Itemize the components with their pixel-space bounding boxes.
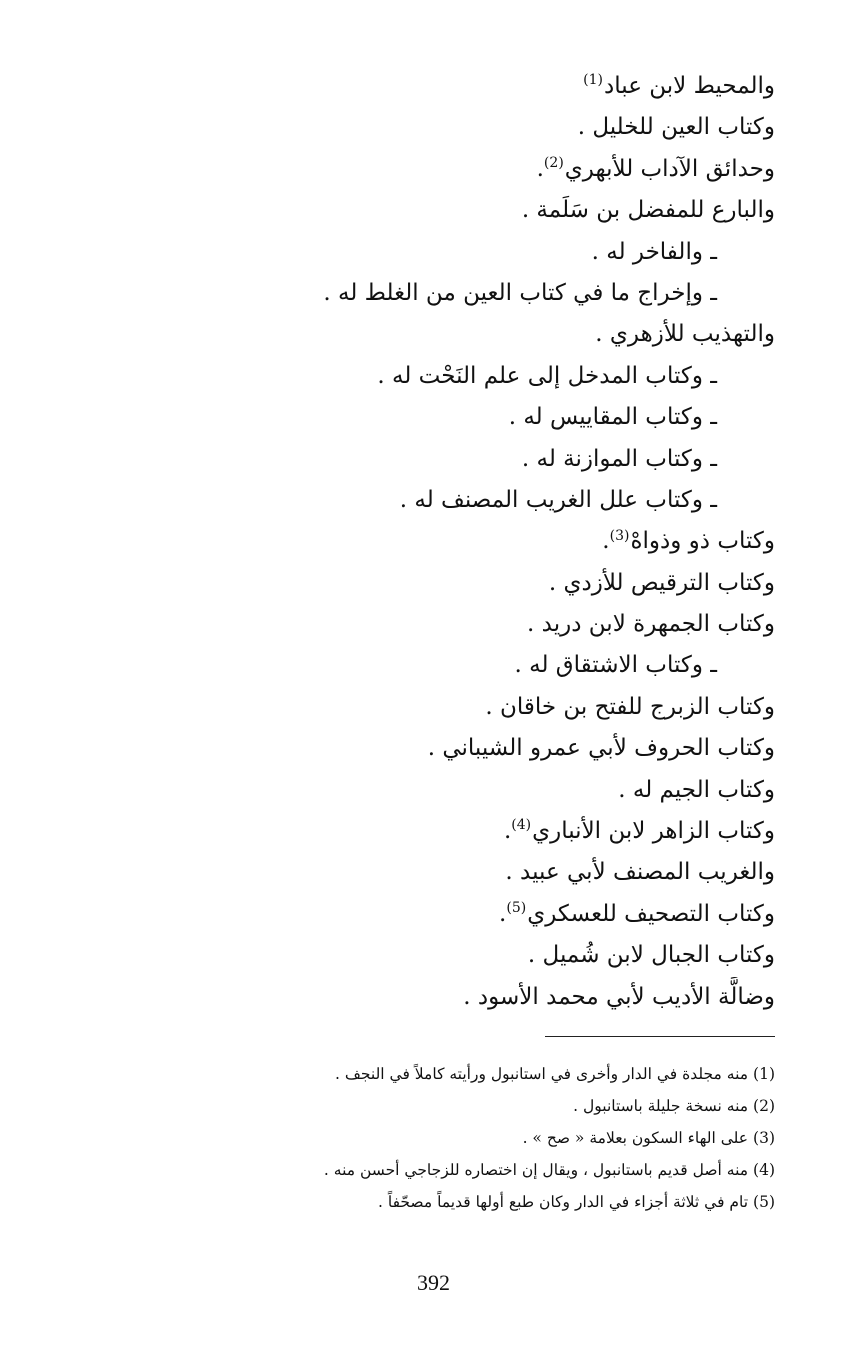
entry-line: [55, 852, 775, 893]
entry-text: ـ وكتاب الموازنة له .: [521, 445, 717, 472]
entry-line: [55, 687, 775, 728]
sub-entry-line: [55, 480, 775, 521]
book-list: [55, 66, 775, 1018]
entry-text: وكتاب الجيم له .: [618, 776, 775, 803]
entry-line: [55, 811, 775, 852]
footnote: [55, 1122, 775, 1154]
entry-line: [55, 728, 775, 769]
entry-line: [55, 894, 775, 935]
footnote-text: منه مجلدة في الدار وأخرى في استانبول ورأيته كاملاً في النجف .: [335, 1065, 749, 1083]
entry-line: [55, 107, 775, 148]
entry-line: [55, 935, 775, 976]
entry-line: [55, 149, 775, 190]
sub-entry-line: [55, 356, 775, 397]
entry-text: وكتاب الزاهر لابن الأنباري: [532, 818, 775, 845]
entry-line: [55, 770, 775, 811]
entry-line: [55, 521, 775, 562]
entry-text: وكتاب الجمهرة لابن دريد .: [527, 611, 775, 638]
entry-text: وكتاب التصحيف للعسكري: [527, 900, 775, 927]
entry-text: وحدائق الآداب للأبهري: [564, 155, 775, 182]
sub-entry-line: [55, 397, 775, 438]
entry-line: [55, 190, 775, 231]
sub-entry-line: [55, 273, 775, 314]
footnote-text: منه نسخة جليلة باستانبول .: [573, 1097, 749, 1115]
entry-text: وكتاب الجبال لابن شُميل .: [527, 942, 775, 969]
entry-punctuation: .: [499, 900, 507, 927]
entry-text: ـ وإخراج ما في كتاب العين من الغلط له .: [323, 279, 717, 306]
footnote-number: (4): [753, 1161, 775, 1179]
entry-text: وكتاب الزبرج للفتح بن خاقان .: [485, 693, 775, 720]
footnote: [55, 1058, 775, 1090]
entry-punctuation: .: [602, 528, 610, 555]
footnote: [55, 1186, 775, 1218]
entry-text: وكتاب العين للخليل .: [577, 114, 775, 141]
entry-text: ـ وكتاب المدخل إلى علم النَحْت له .: [377, 362, 717, 389]
footnote-text: على الهاء السكون بعلامة « صح » .: [522, 1129, 749, 1147]
footnote: [55, 1154, 775, 1186]
entry-text: والمحيط لابن عباد: [604, 73, 775, 99]
entry-line: [55, 563, 775, 604]
entry-text: ـ وكتاب علل الغريب المصنف له .: [399, 486, 717, 513]
page-number: 392: [417, 1270, 450, 1295]
entry-text: ـ وكتاب المقاييس له .: [508, 404, 717, 431]
footnote-number: (5): [753, 1193, 775, 1211]
footnote-text: منه أصل قديم باستانبول ، ويقال إن اختصاره للزجاجي أحسن منه .: [323, 1161, 749, 1179]
entry-text: والبارع للمفضل بن سَلَمة .: [521, 197, 775, 224]
entry-text: والتهذيب للأزهري .: [595, 321, 775, 348]
footnote-ref: (2): [543, 155, 564, 172]
entry-text: ـ وكتاب الاشتقاق له .: [514, 652, 717, 679]
entry-line: [55, 977, 775, 1018]
entry-text: وضالَّة الأديب لأبي محمد الأسود .: [463, 983, 775, 1010]
entry-line: [55, 604, 775, 645]
footnote-ref: (1): [583, 72, 604, 89]
entry-line: [55, 314, 775, 355]
footnote-ref: (4): [511, 817, 532, 834]
sub-entry-line: [55, 439, 775, 480]
footnote-ref: (5): [506, 900, 527, 917]
entry-punctuation: .: [503, 818, 512, 845]
footnote-number: (1): [753, 1065, 775, 1083]
footnote: [55, 1090, 775, 1122]
sub-entry-line: [55, 645, 775, 686]
entry-text: والغريب المصنف لأبي عبيد .: [505, 859, 775, 886]
footnote-number: (2): [753, 1097, 775, 1115]
footnote-number: (3): [753, 1129, 775, 1147]
sub-entry-line: [55, 232, 775, 273]
entry-punctuation: .: [536, 155, 544, 182]
footnote-text: تام في ثلاثة أجزاء في الدار وكان طبع أولها قديماً مصحّفاً .: [378, 1193, 749, 1211]
entry-text: وكتاب ذو وذواهْ: [630, 528, 775, 555]
footnotes: [55, 1058, 775, 1218]
entry-line: [55, 66, 775, 107]
entry-text: وكتاب الترقيص للأزدي .: [548, 569, 775, 596]
entry-text: ـ والفاخر له .: [591, 238, 717, 265]
footnote-ref: (3): [609, 527, 630, 544]
entry-text: وكتاب الحروف لأبي عمرو الشيباني .: [427, 735, 775, 762]
footnote-separator: [545, 1036, 775, 1037]
